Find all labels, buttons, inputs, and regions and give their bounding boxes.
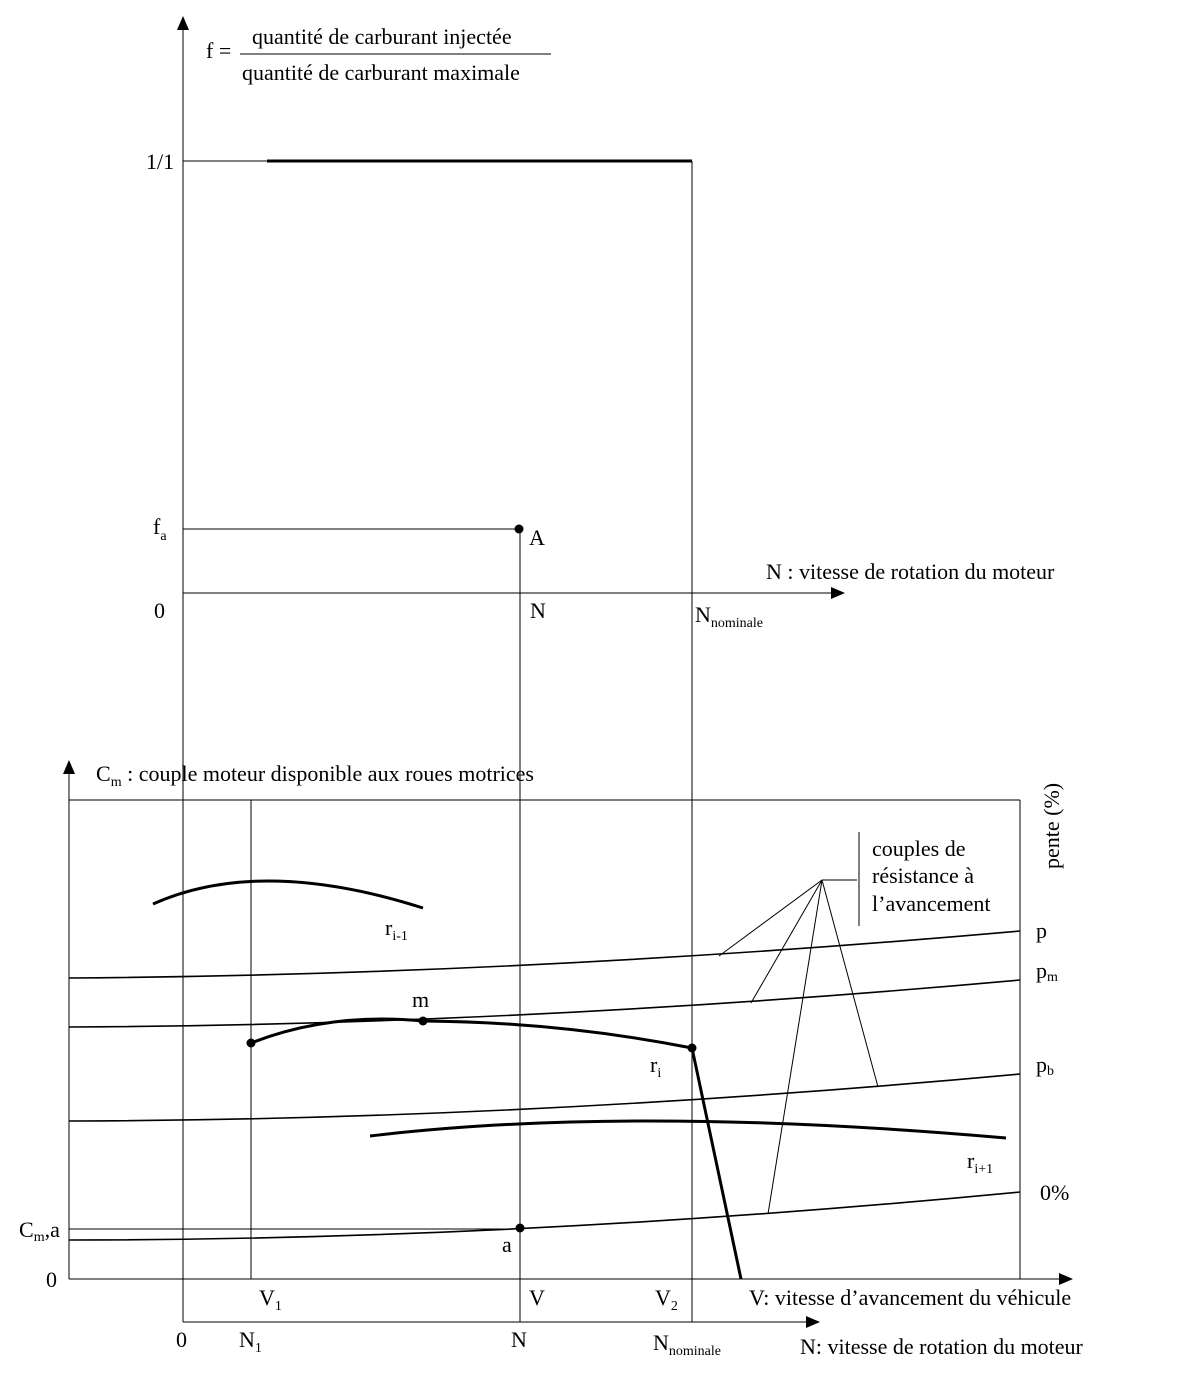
curve-r-next <box>370 1121 1006 1138</box>
leader-to-zero <box>768 880 822 1214</box>
slope-curve-pm <box>69 980 1020 1027</box>
top-tick-N: N <box>530 598 546 623</box>
tick-v2: $V_2$ <box>655 1285 678 1314</box>
label-r-prev: $r_{i-1}$ <box>385 915 408 944</box>
bottom-origin-label: 0 <box>46 1267 57 1292</box>
leader-to-pb <box>822 880 878 1087</box>
tick-n: N <box>511 1327 527 1352</box>
label-r: $r_i$ <box>650 1052 662 1081</box>
slope-curve-0 <box>69 1192 1020 1240</box>
point-A-marker <box>515 525 524 534</box>
legend-line-3: l’avancement <box>872 891 991 916</box>
label-r-next: $r_{i+1}$ <box>967 1148 994 1177</box>
label-slope-zero: 0% <box>1040 1180 1070 1205</box>
tick-n-nominal: $N_{nominale}$ <box>653 1330 721 1359</box>
curve-r <box>251 1019 741 1279</box>
top-x-axis-title: N : vitesse de rotation du moteur <box>766 559 1055 584</box>
slope-curve-pb <box>69 1074 1020 1121</box>
point-r-start-marker <box>247 1039 256 1048</box>
label-slope-pb: pb <box>1036 1052 1054 1079</box>
label-slope-pm: pm <box>1036 958 1058 985</box>
formula-denominator: quantité de carburant maximale <box>242 60 520 85</box>
tick-v1: $V_1$ <box>259 1285 282 1314</box>
bottom-y-axis-title: $C_m$ : couple moteur disponible aux roues motrices <box>96 761 534 790</box>
formula-numerator: quantité de carburant injectée <box>252 24 512 49</box>
formula-f: f = <box>206 38 232 63</box>
point-r-end-marker <box>688 1044 697 1053</box>
top-origin-label: 0 <box>154 598 165 623</box>
top-tick-N-nominal: $N_{nominale}$ <box>695 602 763 631</box>
slope-curve-p <box>69 931 1020 978</box>
label-cma: Cm,a <box>19 1217 60 1245</box>
curve-r-prev <box>153 881 423 908</box>
y-label-fa: $f_a$ <box>153 514 167 544</box>
leader-to-p <box>719 880 822 956</box>
tick-v: V <box>529 1285 545 1310</box>
legend-line-2: résistance à <box>872 863 974 888</box>
v-axis-title: V: vitesse d’avancement du véhicule <box>749 1285 1072 1310</box>
point-A-label: A <box>529 525 545 550</box>
point-a-marker <box>516 1224 525 1233</box>
leader-to-pm <box>751 880 822 1003</box>
right-axis-title: pente (%) <box>1039 782 1064 869</box>
y-label-full: 1/1 <box>146 149 175 174</box>
top-diagram <box>146 18 1055 1322</box>
label-slope-p: p <box>1036 918 1047 943</box>
point-m-marker <box>419 1017 428 1026</box>
legend-line-1: couples de <box>872 836 966 861</box>
label-a: a <box>502 1232 512 1257</box>
label-m: m <box>412 987 430 1012</box>
tick-n0: 0 <box>176 1327 187 1352</box>
tick-n1: $N_1$ <box>239 1327 262 1356</box>
bottom-diagram <box>19 761 1084 1359</box>
n-axis-title: N: vitesse de rotation du moteur <box>800 1334 1083 1359</box>
